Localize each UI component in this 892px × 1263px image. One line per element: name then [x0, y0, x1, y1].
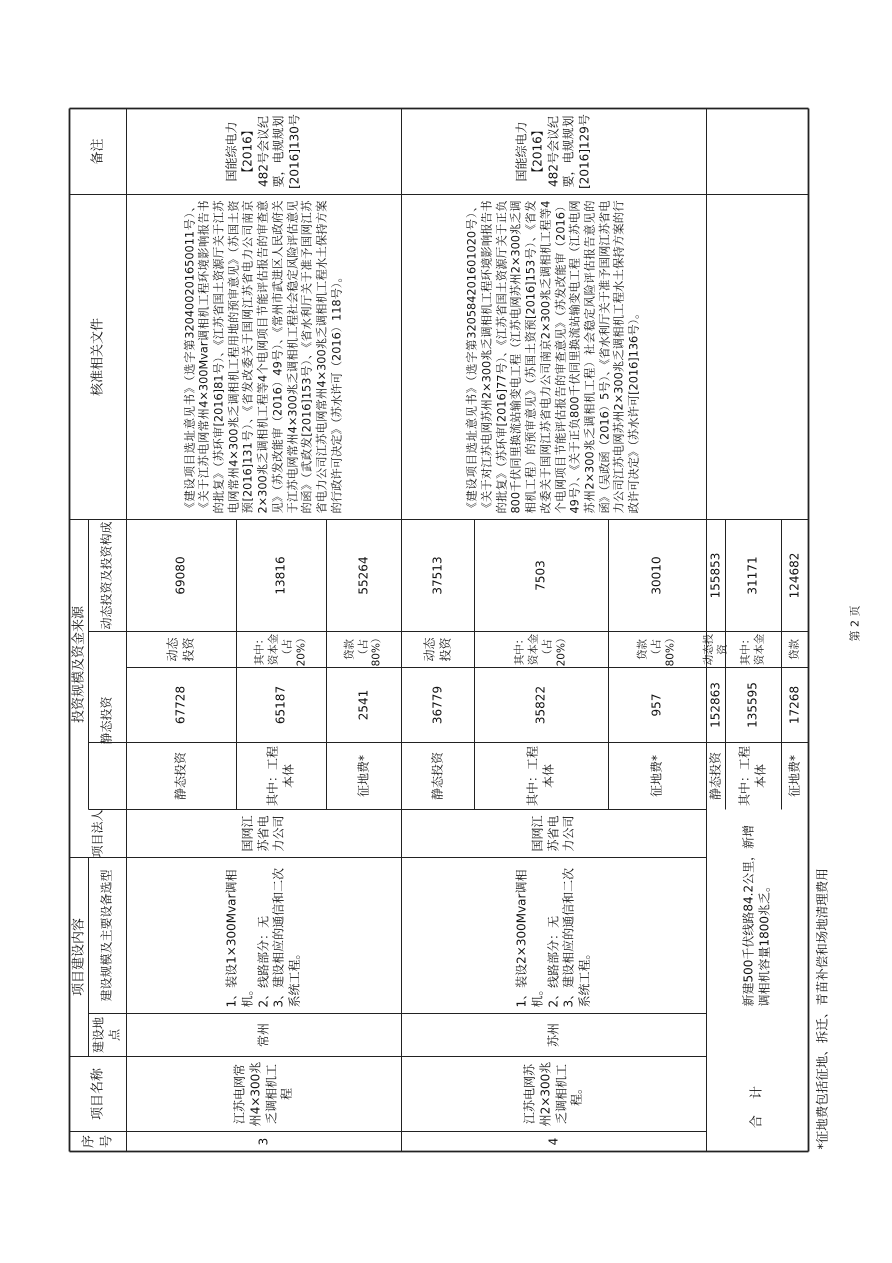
project-legal: 国网江苏省电力公司 — [239, 815, 286, 852]
total-scale: 新建500千伏线路84.2公里，新增调相机容量1800兆乏。 — [741, 824, 771, 1006]
sub2-static-label: 征地费* — [649, 754, 664, 797]
sub2-dynamic-label: 贷款（占80%） — [342, 632, 383, 666]
dynamic-label: 动态投资 — [165, 637, 195, 662]
project-scale: 1、装设1×300Mvar调相机。 2、线路部分：无 3、建设相应的通信和二次系统工程。 — [223, 867, 302, 1007]
header-name: 项目名称 — [89, 1067, 105, 1120]
project-remarks: 国能综电力【2016】482号会议纪要，电规规划[2016]130号 — [223, 113, 302, 189]
project-seq: 4 — [545, 1137, 560, 1145]
static-value: 67728 — [173, 685, 188, 724]
sub1-static-value: 35822 — [533, 685, 548, 724]
project-location: 苏州 — [545, 1022, 560, 1047]
header-location: 建设地点 — [91, 1016, 121, 1053]
project-remarks: 国能综电力【2016】482号会议纪要，电规规划[2016]129号 — [513, 113, 592, 189]
total-sub1-static-label: 其中：工程本体 — [737, 745, 767, 806]
sub1-dynamic-label: 其中：资本金（占20%） — [253, 632, 307, 666]
dynamic-value: 37513 — [429, 555, 444, 595]
project-location: 常州 — [255, 1022, 270, 1047]
total-sub1-static-value: 135595 — [745, 681, 760, 728]
header-static: 静态投资 — [99, 696, 114, 745]
sub2-dynamic-label: 贷款（占80%） — [636, 632, 676, 666]
static-label: 静态投资 — [173, 751, 188, 800]
dynamic-label: 动态投资 — [421, 637, 452, 662]
header-remarks: 备注 — [89, 138, 105, 165]
sub1-dynamic-value: 13816 — [273, 555, 288, 595]
total-sub2-static-label: 征地费* — [786, 754, 801, 797]
dynamic-value: 69080 — [173, 555, 188, 595]
footnote: *征地费包括征地、拆迁、青苗补偿和场地清理费用 — [814, 867, 829, 1149]
header-scale: 建设规模及主要设备选型 — [99, 869, 114, 1002]
project-name: 江苏电网常州4×300兆乏调相机工程 — [231, 1061, 294, 1126]
sub1-static-value: 65187 — [273, 685, 288, 724]
sub1-dynamic-label: 其中：资本金（占20%） — [513, 632, 567, 666]
project-docs: 《建设项目选址意见书》（选字第320584201601020号）、《关于对江苏电网苏州2×300兆乏调相机工程环境影响报告书的批复》（苏环审[2016]77号）、《江苏省国土资源厅关于正负800千伏同里换流站输变电工程（江苏电网苏州2×300兆乏调相机工程）的预审意见》（苏国土资预[2016]153号）、《省发改委关于国网江苏省电力公司南京2×300兆乏调相机工程等4个电网项目节能评估报告的审查意见》（苏发改能审（2016）49号）、《关于正负800千伏同里换流站输变电工程（江苏电网苏州2×300兆乏调相机工程）社会稳定风险评估报告意见的函》（吴政函（2016）5号）、《省水利厅关于准予国网江苏省电力公司江苏电网苏州2×300兆乏调相机工程水土保持方案的行政许可决定》（苏水许可[2016]136号）。 — [465, 200, 640, 513]
header-legal: 项目法人 — [89, 808, 104, 857]
project-docs: 《建设项目选址意见书》（选字第320400201650011号）、《关于江苏电网常州4×300Mvar调相机工程环境影响报告书的批复》（苏环审[2016]81号）、《江苏省国土资源厅关于江苏电网常州4×300兆乏调相机工程用地的预审意见》（苏国土资预[2016]131号）、《省发改委关于国网江苏省电力公司南京2×300兆乏调相机工程等4个电网项目节能评估报告的审查意见》（苏发改能审（2016）49号）、《常州市武进区人民政府关于江苏电网常州4×300兆乏调相机工程社会稳定风险评估意见的函》（武政发[2016]153号）、《省水利厅关于准予国网江苏省电力公司江苏电网常州4×300兆乏调相机工程水土保持方案的行政许可决定》（苏水许可（2016）118号）。 — [182, 200, 343, 513]
page-number: 第 2 页 — [847, 605, 861, 641]
header-docs: 核准相关文件 — [89, 317, 105, 396]
total-static-value: 152863 — [707, 681, 722, 728]
header-dynamic: 动态投资及投资构成 — [99, 521, 114, 630]
total-label: 合 计 — [749, 1079, 765, 1128]
header-content-group: 项目建设内容 — [70, 917, 86, 996]
static-label: 静态投资 — [429, 751, 444, 800]
total-static-label: 静态投资 — [707, 751, 722, 800]
total-dynamic-label: 动态投资 — [701, 633, 728, 665]
total-sub1-dynamic-value: 31171 — [745, 555, 760, 595]
sub1-static-label: 其中：工程本体 — [265, 745, 295, 806]
sub2-dynamic-value: 30010 — [649, 555, 664, 595]
total-sub1-dynamic-label: 其中：资本金 — [739, 633, 765, 665]
project-seq: 3 — [255, 1137, 270, 1145]
header-invest-group: 投资规模及资金来源 — [70, 605, 86, 723]
sub2-static-value: 2541 — [355, 689, 370, 720]
sub2-static-label: 征地费* — [355, 754, 370, 797]
static-value: 36779 — [429, 685, 444, 724]
total-sub2-static-value: 17268 — [786, 685, 801, 724]
project-scale: 1、装设2×300Mvar调相机。 2、线路部分：无 3、建设相应的通信和二次系统工程。 — [513, 867, 592, 1007]
total-dynamic-value: 155853 — [707, 552, 722, 598]
total-sub2-dynamic-value: 124682 — [786, 552, 801, 598]
total-sub2-dynamic-label: 贷款 — [787, 638, 800, 660]
sub1-static-label: 其中：工程本体 — [525, 745, 555, 806]
sub2-static-value: 957 — [649, 693, 664, 716]
project-legal: 国网江苏省电力公司 — [529, 815, 576, 852]
sub2-dynamic-value: 55264 — [355, 555, 370, 595]
sub1-dynamic-value: 7503 — [533, 559, 548, 591]
header-seq: 序号 — [81, 1134, 114, 1148]
project-name: 江苏电网苏州2×300兆乏调相机工程。 — [521, 1061, 584, 1126]
